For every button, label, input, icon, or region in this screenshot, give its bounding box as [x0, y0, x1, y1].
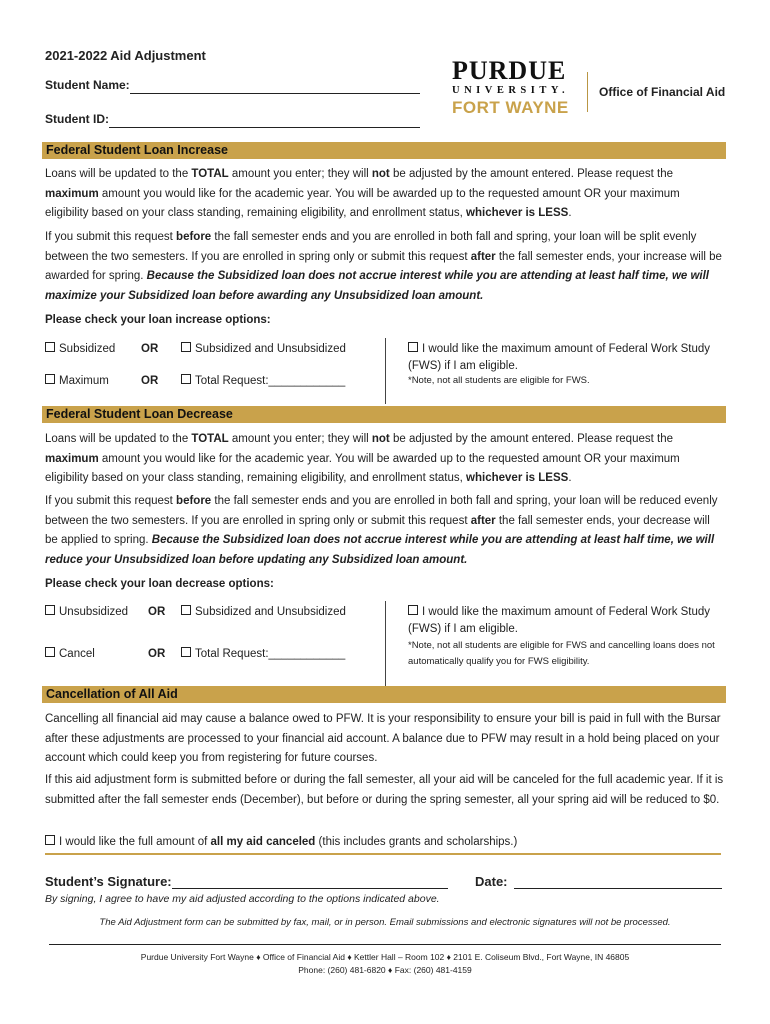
decrease-paragraph-1: Loans will be updated to the TOTAL amount you enter; they will not be adjusted by the amount entered. Please request the maximum amount you would like for the academic year. You will be awarded up to the requested amount OR your maximum eligibility based on your class standing, remaining eligibility, and enrollment status, whichever is LESS. — [45, 433, 680, 484]
signature-label: Student’s Signature: — [45, 874, 172, 889]
increase-fws-note: *Note, not all students are eligible for FWS. — [408, 375, 590, 386]
increase-opt-fws[interactable]: I would like the maximum amount of Federal Work Study (FWS) if I am eligible. — [408, 343, 711, 372]
student-name-row — [45, 76, 420, 94]
checkbox[interactable] — [181, 647, 191, 657]
decrease-options-divider — [385, 601, 386, 686]
student-name-field[interactable] — [130, 79, 420, 94]
decrease-or-1: OR — [148, 606, 166, 618]
checkbox[interactable] — [181, 374, 191, 384]
cancel-paragraph-1: Cancelling all financial aid may cause a balance owed to PFW. It is your responsibility to ensure your bill is paid in full with the Bursar after these adjustments are processed to your financial aid account. A balance due to PFW may result in a hold being placed on your account which could keep you from registering for future courses. — [45, 713, 721, 764]
cancel-heading: Cancellation of All Aid — [42, 686, 726, 703]
date-field[interactable] — [514, 874, 722, 889]
increase-or-2: OR — [141, 375, 159, 387]
decrease-opt-unsubsidized[interactable]: Unsubsidized — [45, 604, 128, 620]
checkbox[interactable] — [45, 647, 55, 657]
increase-options-divider — [385, 338, 386, 404]
increase-opt-sub-unsub[interactable]: Subsidized and Unsubsidized — [181, 341, 346, 357]
submission-note: The Aid Adjustment form can be submitted by fax, mail, or in person. Email submissions and electronic signatures will not be processed. — [99, 917, 671, 928]
cancel-paragraph-2: If this aid adjustment form is submitted before or during the fall semester, all your aid will be canceled for the full academic year. If it is submitted after the fall semester ends (December), but before or during the spring semester, all your spring aid will be reduced to $0. — [45, 774, 724, 806]
checkbox[interactable] — [45, 835, 55, 845]
checkbox[interactable] — [408, 605, 418, 615]
office-name: Office of Financial Aid — [599, 85, 726, 99]
decrease-paragraph-2: If you submit this request before the fall semester ends and you are enrolled in both fall and spring, your loan will be reduced evenly between the two semesters. If you are enrolled in spring only or submit this request after the fall semester ends, your decrease will be applied to spring. Because the Subsidized loan does not accrue interest while you are attending at least half time, we will reduce your Unsubsidized loan before updating any Subsidized loan amount. — [45, 495, 718, 566]
checkbox[interactable] — [181, 605, 191, 615]
increase-or-1: OR — [141, 343, 159, 355]
cancel-all-aid-option[interactable]: I would like the full amount of all my aid canceled (this includes grants and scholarships.) — [45, 834, 517, 850]
date-row — [475, 874, 722, 889]
increase-heading: Federal Student Loan Increase — [42, 142, 726, 159]
logo-divider — [587, 72, 588, 112]
gold-divider — [45, 853, 721, 855]
logo-fort-wayne: FORT WAYNE — [452, 98, 569, 117]
increase-prompt: Please check your loan increase options: — [45, 314, 271, 326]
signature-field[interactable] — [172, 874, 448, 889]
decrease-fws-note: *Note, not all students are eligible for FWS and cancelling loans does not automatically qualify you for FWS eligibility. — [408, 640, 715, 667]
checkbox[interactable] — [408, 342, 418, 352]
decrease-prompt: Please check your loan decrease options: — [45, 578, 274, 590]
decrease-opt-sub-unsub[interactable]: Subsidized and Unsubsidized — [181, 604, 346, 620]
student-id-label: Student ID: — [45, 112, 109, 126]
purdue-logo — [452, 58, 577, 118]
student-name-label: Student Name: — [45, 78, 130, 92]
date-label: Date: — [475, 874, 508, 889]
checkbox[interactable] — [45, 342, 55, 352]
decrease-heading: Federal Student Loan Decrease — [42, 406, 726, 423]
increase-opt-subsidized[interactable]: Subsidized — [45, 341, 115, 357]
decrease-opt-fws[interactable]: I would like the maximum amount of Federal Work Study (FWS) if I am eligible. — [408, 606, 711, 635]
student-id-row — [45, 110, 420, 128]
increase-paragraph-1: Loans will be updated to the TOTAL amount you enter; they will not be adjusted by the amount entered. Please request the maximum amount you would like for the academic year. You will be awarded up to the requested amount OR your maximum eligibility based on your class standing, remaining eligibility, and enrollment status, whichever is LESS. — [45, 168, 680, 219]
checkbox[interactable] — [181, 342, 191, 352]
footer-phone: Phone: (260) 481-6820 ♦ Fax: (260) 481-4159 — [298, 965, 472, 975]
footer-address: Purdue University Fort Wayne ♦ Office of Financial Aid ♦ Kettler Hall – Room 102 ♦ 2101 E. Coliseum Blvd., Fort Wayne, IN 46805 — [140, 952, 630, 962]
increase-opt-total-request[interactable]: Total Request:____________ — [181, 373, 345, 389]
checkbox[interactable] — [45, 374, 55, 384]
logo-purdue: PURDUE — [452, 56, 567, 85]
signature-agreement: By signing, I agree to have my aid adjusted according to the options indicated above. — [45, 893, 440, 905]
decrease-opt-total-request[interactable]: Total Request:____________ — [181, 646, 345, 662]
decrease-or-2: OR — [148, 648, 166, 660]
checkbox[interactable] — [45, 605, 55, 615]
increase-paragraph-2: If you submit this request before the fall semester ends and you are enrolled in both fall and spring, your loan will be split evenly between the two semesters. If you are enrolled in spring only or submit this request after the fall semester ends, your increase will be awarded for spring. Because the Subsidized loan does not accrue interest while you are attending at least half time, we will maximize your Subsidized loan before awarding any Unsubsidized loan amount. — [45, 231, 722, 302]
decrease-opt-cancel[interactable]: Cancel — [45, 646, 95, 662]
signature-row — [45, 874, 448, 889]
student-id-field[interactable] — [109, 113, 420, 128]
increase-opt-maximum[interactable]: Maximum — [45, 373, 109, 389]
logo-university: UNIVERSITY. — [452, 85, 570, 96]
form-title: 2021-2022 Aid Adjustment — [45, 48, 206, 63]
footer-rule — [49, 944, 721, 945]
